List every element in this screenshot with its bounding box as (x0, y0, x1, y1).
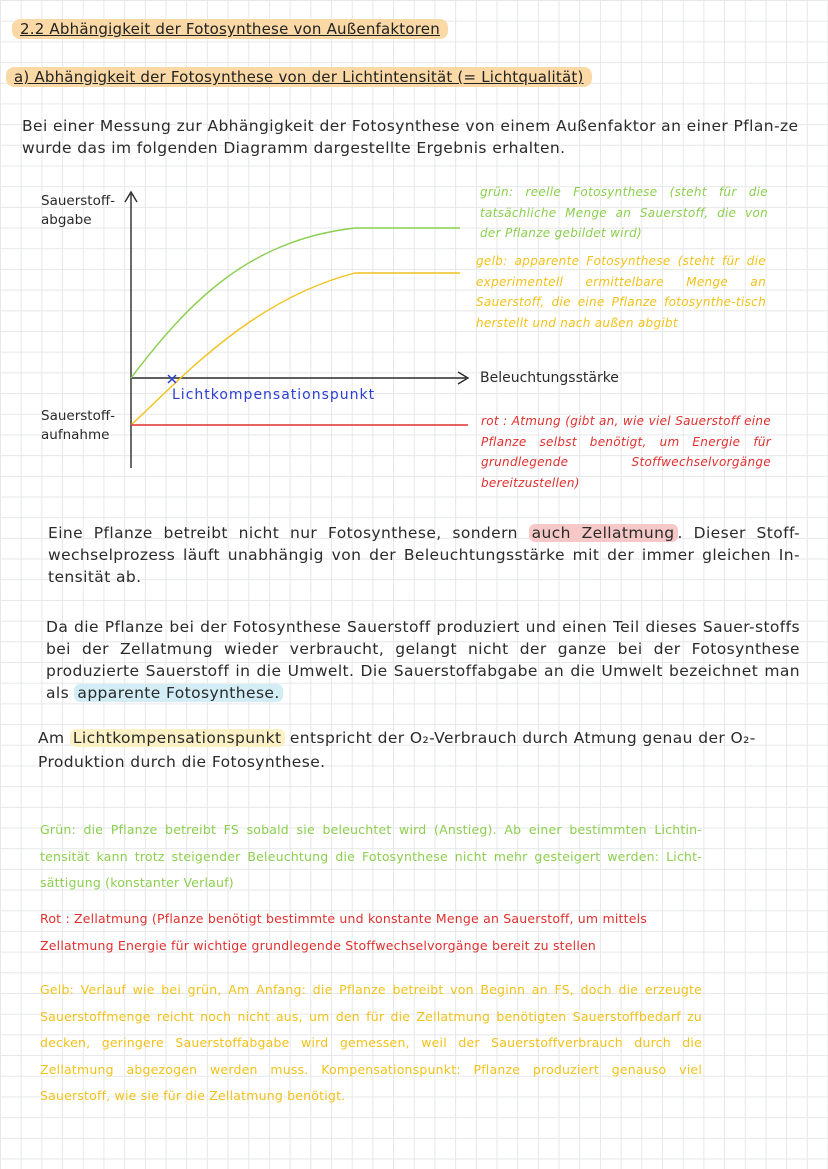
para4-text-b: entspricht der O₂-Verbrauch durch Atmung genau der O₂-Produktion durch die Fotosynthese. (38, 729, 756, 771)
subsection-heading (6, 68, 592, 86)
para3-text-a: Da die Pflanze bei der Fotosynthese Sauerstoff produziert und einen Teil dieses Sauer-stoffs bei der Zellatmung wieder verbraucht, gelangt nicht der ganze bei der Fotosynthese produzierte Sauerstoff in die Umwelt. Die Sauerstoffabgabe an die Umwelt bezeichnet man als (46, 618, 800, 702)
para2-text-b: . Dieser Stoff-wechselprozess läuft unabhängig von der Beleuchtungsstärke mit der immer gleichen In-tensität ab. (48, 524, 800, 586)
section-heading-text: 2.2 Abhängigkeit der Fotosynthese von Außenfaktoren (12, 19, 448, 39)
legend-note-yellow: gelb: apparente Fotosynthese (steht für die experimentell ermittelbare Menge an Sauerstoff, die eine Pflanze fotosynthe-tisch herstellt und nach außen abgibt (476, 254, 766, 330)
x-axis-label: Beleuchtungsstärke (480, 370, 619, 386)
legend-note-green: grün: reelle Fotosynthese (steht für die tatsächliche Menge an Sauerstoff, die von der Pflanze gebildet wird) (480, 185, 768, 240)
subsection-heading-text: a) Abhängigkeit der Fotosynthese von der Lichtintensität (= Lichtqualität) (6, 67, 592, 87)
highlight-apparente-fotosynthese: apparente Fotosynthese. (74, 684, 282, 702)
highlight-zellatmung: auch Zellatmung (529, 524, 678, 542)
legend-note-red: rot : Atmung (gibt an, wie viel Sauerstoff eine Pflanze selbst benötigt, um Energie für grundlegende Stoffwechselvorgänge bereitzustellen) (481, 414, 771, 490)
compensation-point-marker (168, 375, 176, 383)
intro-paragraph: Bei einer Messung zur Abhängigkeit der Fotosynthese von einem Außenfaktor an einer Pflan-ze wurde das im folgenden Diagramm dargestellte Ergebnis erhalten. (22, 117, 799, 157)
para4-text-a: Am (38, 729, 70, 747)
note-red: Rot : Zellatmung (Pflanze benötigt bestimmte und konstante Menge an Sauerstoff, um mittels Zellatmung Energie für wichtige grundlegende Stoffwechselvorgänge bereit zu stellen (40, 911, 648, 953)
section-heading (12, 20, 448, 38)
y-axis-label-top: Sauerstoff- abgabe (41, 193, 116, 228)
paragraph-compensation-point (38, 726, 798, 774)
paragraph-cell-respiration (48, 522, 800, 588)
highlight-lichtkompensationspunkt: Lichtkompensationspunkt (70, 729, 285, 747)
note-green: Grün: die Pflanze betreibt FS sobald sie beleuchtet wird (Anstieg). Ab einer bestimmten Lichtin-tensität kann trotz steigender Beleuchtung die Fotosynthese nicht mehr gesteigert werden: Licht-sättigung (konstanter Verlauf) (40, 822, 702, 890)
y-axis-label-bottom: Sauerstoff- aufnahme (41, 408, 116, 443)
compensation-point-label: Lichtkompensationspunkt (172, 387, 376, 403)
para2-text-a: Eine Pflanze betreibt nicht nur Fotosynthese, sondern (48, 524, 529, 542)
green-curve-real-photosynthesis (131, 228, 460, 378)
note-yellow: Gelb: Verlauf wie bei grün, Am Anfang: die Pflanze betreibt von Beginn an FS, doch die erzeugte Sauerstoffmenge reicht noch nicht aus, um den für die Zellatmung benötigten Sauerstoffbedarf zu decken, geringere Sauerstoffabgabe wird gemessen, weil der Sauerstoffverbrauch durch die Zellatmung abgezogen werden muss. Kompensationspunkt: Pflanze produziert genauso viel Sauerstoff, wie sie für die Zellatmung benötigt. (40, 982, 702, 1103)
paragraph-apparent-photosynthesis (46, 616, 800, 704)
